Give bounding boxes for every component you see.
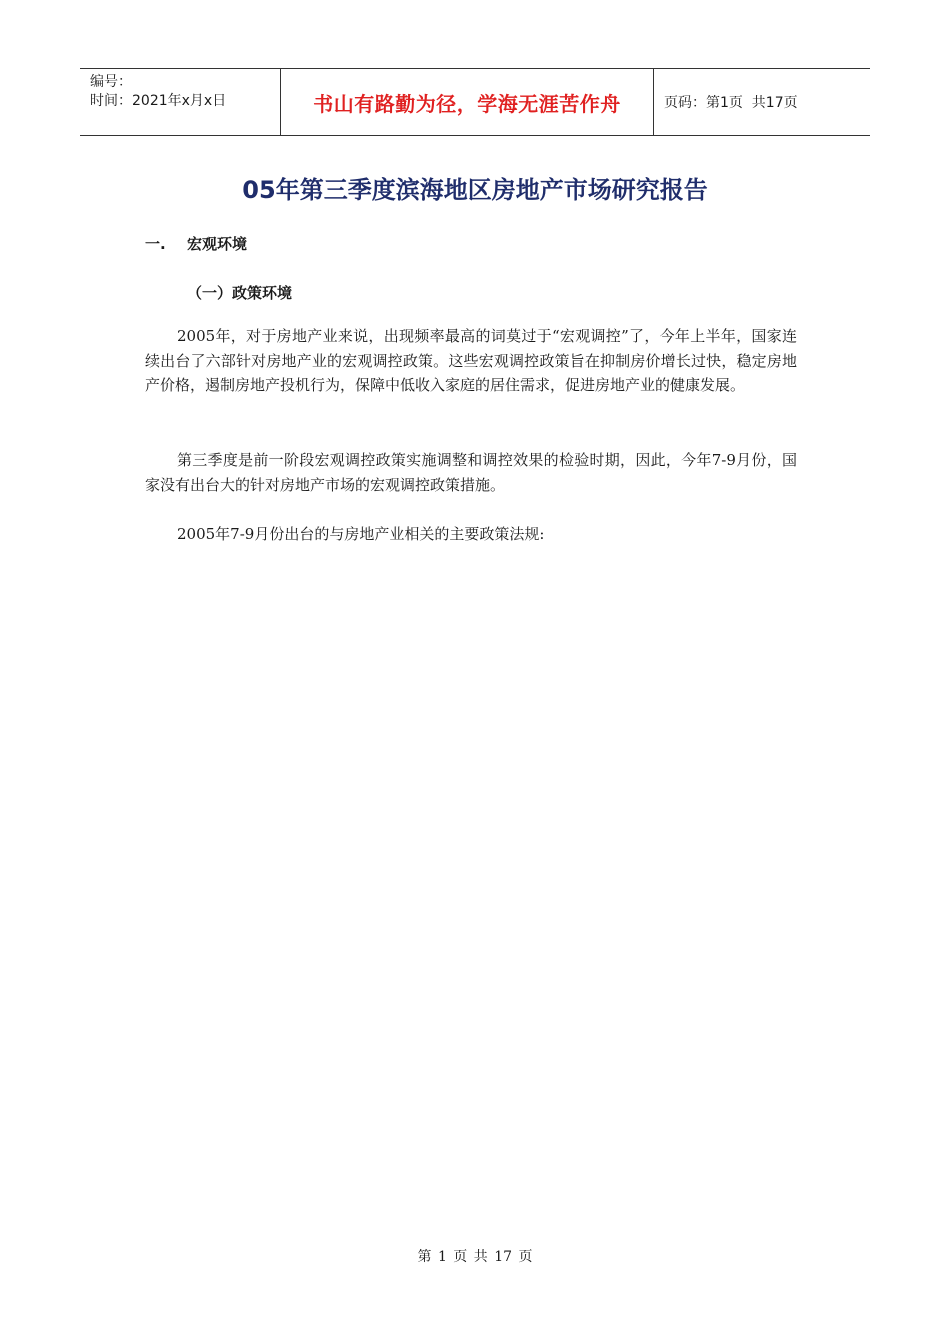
paragraph-3: 2005年7-9月份出台的与房地产业相关的主要政策法规:: [177, 525, 545, 543]
subsection-heading: （一）政策环境: [187, 284, 293, 302]
page-info: 页码：第1页 共17页: [664, 95, 798, 111]
header-table: [80, 68, 870, 136]
paragraph-2: 第三季度是前一阶段宏观调控政策实施调整和调控效果的检验时期，因此，今年7-9月份，国家没有出台大的针对房地产市场的宏观调控政策措施。: [145, 451, 797, 494]
header-motto-cell: [281, 69, 654, 135]
page-footer: 第 1 页 共 17 页: [417, 1249, 533, 1265]
header-page-cell: [654, 69, 870, 135]
header-meta-cell: [80, 69, 281, 135]
time-label: 时间：2021年x月x日: [90, 93, 227, 109]
section-number: 一.: [145, 235, 166, 253]
number-label: 编号：: [90, 74, 132, 90]
section-heading: [145, 233, 247, 254]
section-title: 宏观环境: [187, 235, 248, 253]
motto-text: 书山有路勤为径，学海无涯苦作舟: [313, 91, 621, 116]
document-title: 05年第三季度滨海地区房地产市场研究报告: [242, 176, 708, 204]
paragraph-1: 2005年，对于房地产业来说，出现频率最高的词莫过于“宏观调控”了，今年上半年，国家连续出台了六部针对房地产业的宏观调控政策。这些宏观调控政策旨在抑制房价增长过快，稳定房地产价格，遏制房地产投机行为，保障中低收入家庭的居住需求，促进房地产业的健康发展。: [145, 327, 797, 394]
